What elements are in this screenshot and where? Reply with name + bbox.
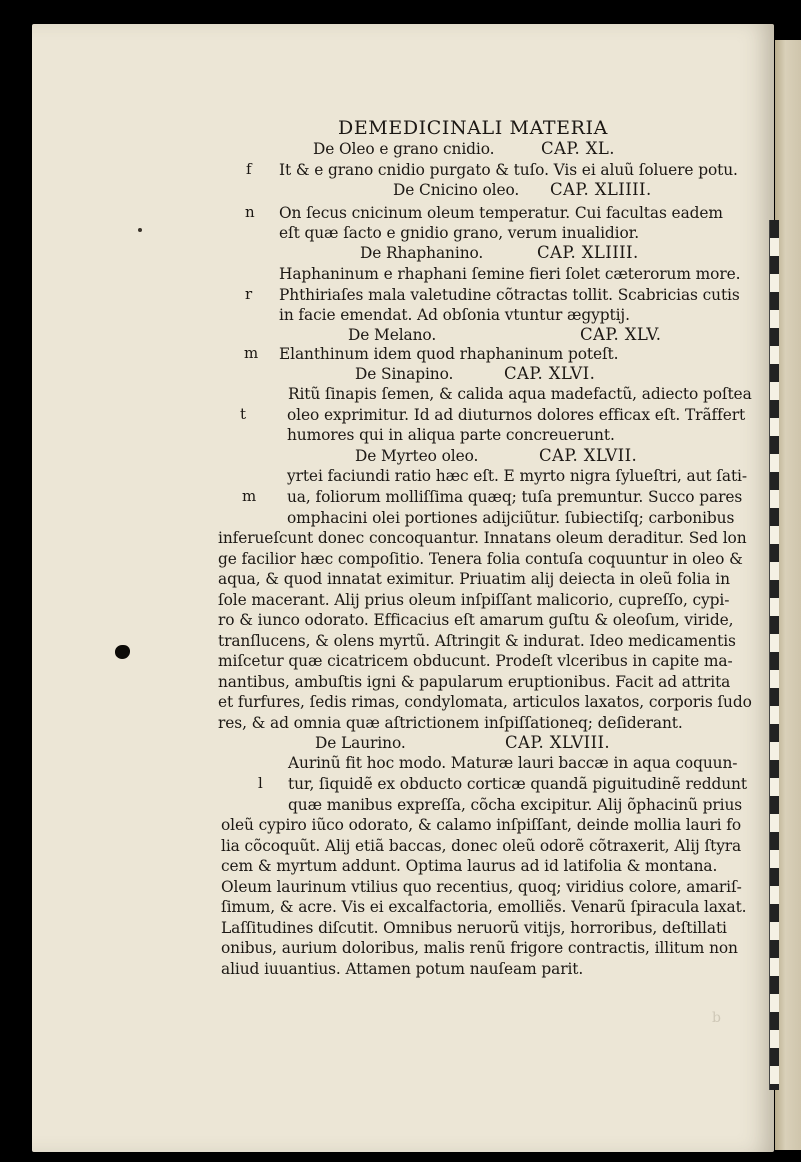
text-line: yrtei faciundi ratio hæc eſt. E myrto nigra ſylueſtri, aut ſati- [287, 467, 747, 485]
text-line: Laſſitudines diſcutit. Omnibus neruorũ vitijs, horroribus, deſtillati [221, 919, 727, 937]
text-line: humores qui in aliqua parte concreuerunt. [287, 426, 615, 444]
chapter-number: CAP. XLV. [580, 325, 662, 344]
margin-letter: t [240, 405, 247, 423]
text-line: oleo exprimitur. Id ad diuturnos dolores efficax eſt. Trãffert [287, 406, 746, 424]
text-line: eſt quæ ſacto e gnidio grano, verum inualidior. [279, 224, 640, 242]
text-line: tur, ſiquidẽ ex obducto corticæ quandã piguitudinẽ reddunt [288, 775, 747, 793]
chapter-number: CAP. XLVII. [539, 446, 638, 465]
text-line: ſole macerant. Alij prius oleum inſpiſſant malicorio, cupreſſo, cypi- [218, 591, 730, 609]
chapter-title: De Myrteo oleo. [355, 447, 479, 465]
text-line: On ſecus cnicinum oleum temperatur. Cui facultas eadem [279, 204, 723, 222]
text-line: in facie emendat. Ad obſonia vtuntur ægyptij. [279, 306, 630, 324]
text-line: Aurinũ fit hoc modo. Maturæ lauri baccæ in aqua coquun- [288, 754, 738, 772]
text-line: lia cõcoquũt. Alij etiã baccas, donec oleũ odorẽ cõtraxerit, Alij ſtyra [221, 837, 742, 855]
chapter-title: De Melano. [348, 326, 437, 344]
margin-letter: m [244, 344, 259, 362]
chapter-title: De Oleo e grano cnidio. [313, 140, 495, 158]
text-line: nantibus, ambuſtis igni & papularum eruptionibus. Facit ad attrita [218, 673, 731, 691]
text-line: Ritũ ſinapis ſemen, & calida aqua madefactũ, adiecto poſtea [288, 385, 752, 403]
text-line: Haphaninum e rhaphani ſemine fieri ſolet cæterorum more. [279, 265, 741, 283]
text-line: Elanthinum idem quod rhaphaninum poteſt. [279, 345, 619, 363]
text-line: ua, foliorum molliſſima quæq; tuſa premuntur. Succo pares [287, 488, 743, 506]
text-line: cem & myrtum addunt. Optima laurus ad id latifolia & montana. [221, 857, 718, 875]
text-line: inferueſcunt donec concoquantur. Innatans oleum deraditur. Sed lon [218, 529, 747, 547]
text-line: onibus, aurium doloribus, malis renũ frigore contractis, illitum non [221, 939, 738, 957]
chapter-title: De Cnicino oleo. [393, 181, 520, 199]
text-line: res, & ad omnia quæ aſtrictionem inſpiſſationeq; deſiderant. [218, 714, 683, 732]
running-head: DEMEDICINALI MATERIA [338, 117, 608, 139]
text-line: aliud iuuantius. Attamen potum nauſeam parit. [221, 960, 584, 978]
chapter-number: CAP. XLVIII. [505, 733, 611, 752]
footer-signature-mark: b [712, 1010, 721, 1026]
scale-ruler [769, 220, 779, 1090]
text-line: ro & iunco odorato. Efficacius eſt amarum guſtu & oleoſum, viride, [218, 611, 734, 629]
text-line: tranſlucens, & olens myrtũ. Aſtringit & indurat. Ideo medicamentis [218, 632, 736, 650]
text-line: omphacini olei portiones adijciũtur. ſubiectiſq; carbonibus [287, 509, 735, 527]
text-line: quæ manibus expreſſa, cõcha excipitur. Alij õphacinũ prius [288, 796, 743, 814]
text-line: ſimum, & acre. Vis ei excalfactoria, emolliẽs. Venarũ ſpiracula laxat. [221, 898, 747, 916]
ink-dot [138, 228, 142, 232]
margin-letter: l [258, 774, 263, 792]
chapter-title: De Rhaphanino. [360, 244, 484, 262]
text-line: It & e grano cnidio purgato & tuſo. Vis ei aluũ ſoluere potu. [279, 161, 738, 179]
chapter-number: CAP. XLVI. [504, 364, 596, 383]
text-line: miſcetur quæ cicatricem obducunt. Prodeſt vlceribus in capite ma- [218, 652, 733, 670]
margin-letter: f [246, 160, 252, 178]
text-line: et furfures, ſedis rimas, condylomata, articulos laxatos, corporis ſudo [218, 693, 752, 711]
chapter-number: CAP. XLIIII. [537, 243, 639, 262]
chapter-number: CAP. XLIIII. [550, 180, 652, 199]
chapter-number: CAP. XL. [541, 139, 615, 158]
text-line: oleũ cypiro iũco odorato, & calamo inſpiſſant, deinde mollia lauri fo [221, 816, 742, 834]
margin-letter: n [245, 203, 255, 221]
text-line: aqua, & quod innatat eximitur. Priuatim alij deiecta in oleũ folia in [218, 570, 730, 588]
text-line: ge facilior hæc compoſitio. Tenera folia contuſa coquuntur in oleo & [218, 550, 743, 568]
text-line: Oleum laurinum vtilius quo recentius, quoq; viridius colore, amariſ- [221, 878, 742, 896]
chapter-title: De Sinapino. [355, 365, 454, 383]
text-line: Phthiriaſes mala valetudine cõtractas tollit. Scabricias cutis [279, 286, 740, 304]
margin-letter: r [245, 285, 253, 303]
margin-letter: m [242, 487, 257, 505]
chapter-title: De Laurino. [315, 734, 406, 752]
